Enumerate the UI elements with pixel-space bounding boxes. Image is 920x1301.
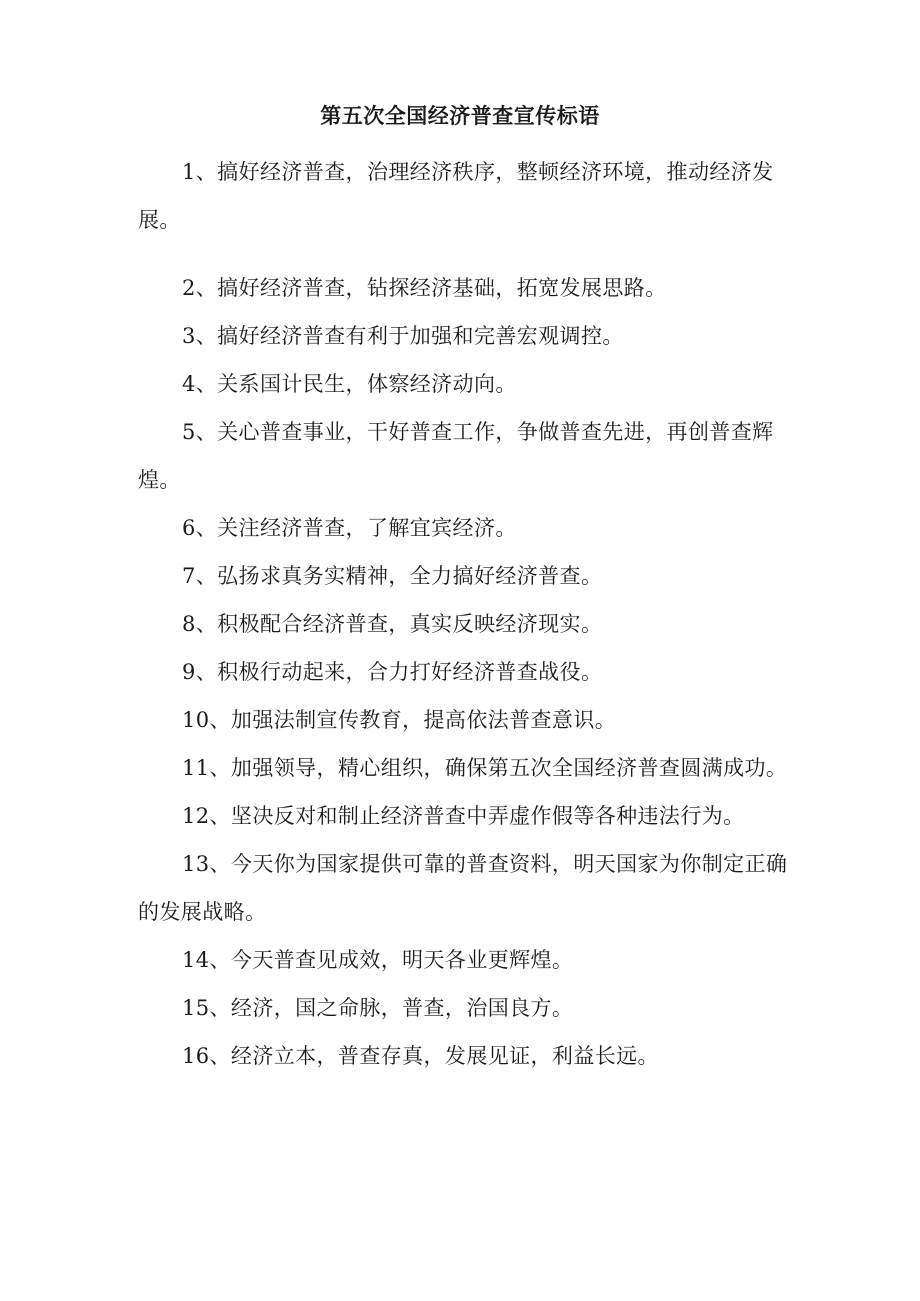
- slogan-item-12: 12、坚决反对和制止经济普查中弄虚作假等各种违法行为。: [182, 804, 745, 828]
- slogan-item-3: 3、搞好经济普查有利于加强和完善宏观调控。: [182, 324, 624, 348]
- slogan-item-9: 9、积极行动起来，合力打好经济普查战役。: [182, 660, 603, 684]
- slogan-item-6: 6、关注经济普查，了解宜宾经济。: [182, 516, 517, 540]
- slogan-item-11: 11、加强领导，精心组织，确保第五次全国经济普查圆满成功。: [182, 756, 788, 780]
- slogan-item-8: 8、积极配合经济普查，真实反映经济现实。: [182, 612, 603, 636]
- slogan-item-15: 15、经济，国之命脉，普查，治国良方。: [182, 996, 574, 1020]
- slogan-item-16: 16、经济立本，普查存真，发展见证，利益长远。: [182, 1044, 659, 1068]
- slogan-item-4: 4、关系国计民生，体察经济动向。: [182, 372, 517, 396]
- slogan-item-10: 10、加强法制宣传教育，提高依法普查意识。: [182, 708, 617, 732]
- slogan-item-1: 1、搞好经济普查，治理经济秩序，整顿经济环境，推动经济发展。: [138, 160, 774, 232]
- slogan-item-14: 14、今天普查见成效，明天各业更辉煌。: [182, 948, 574, 972]
- slogan-item-13: 13、今天你为国家提供可靠的普查资料，明天国家为你制定正确的发展战略。: [138, 852, 788, 924]
- document-title: 第五次全国经济普查宣传标语: [320, 104, 600, 128]
- slogan-item-5: 5、关心普查事业，干好普查工作，争做普查先进，再创普查辉煌。: [138, 420, 774, 492]
- slogan-list: [138, 148, 790, 1080]
- slogan-item-2: 2、搞好经济普查，钻探经济基础，拓宽发展思路。: [182, 276, 667, 300]
- slogan-item-7: 7、弘扬求真务实精神，全力搞好经济普查。: [182, 564, 603, 588]
